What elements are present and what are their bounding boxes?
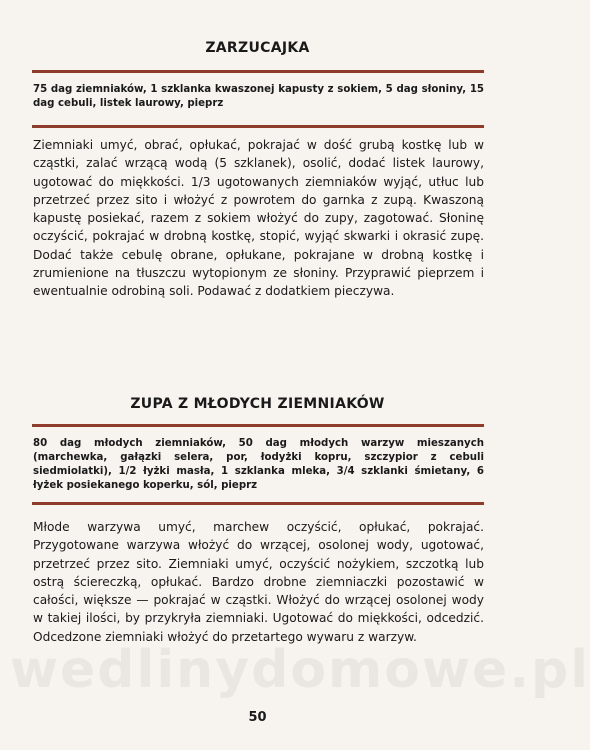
recipe-title-zupa-z-mlodych-ziemniakow: ZUPA Z MŁODYCH ZIEMNIAKÓW <box>130 396 385 412</box>
method-zarzucajka: Ziemniaki umyć, obrać, opłukać, pokrajać w dość grubą kostkę lub w cząstki, zalać wrzącą wodą (5 szklanek), osolić, dodać listek laurowy, ugotować do miękkości. 1/3 ugotowanych ziemniaków wyjąć, utłuc lub przetrzeć przez sito i włożyć z powrotem do garnka z zupą. Kwaszoną kapustę posiekać, razem z sokiem włożyć do zupy, zagotować. Słoninę oczyścić, pokrajać w drobną kostkę, stopić, wyjąć skwarki i okrasić zupę. Dodać także cebulę obrane, opłukane, pokrajane w drobną kostkę i zrumienione na tłuszczu wytopionym ze słoniny. Przyprawić pieprzem i ewentualnie odrobiną soli. Podawać z dodatkiem pieczywa. <box>33 138 484 299</box>
ingredients-zarzucajka: 75 dag ziemniaków, 1 szklanka kwaszonej kapusty z sokiem, 5 dag słoniny, 15 dag cebuli, listek laurowy, pieprz <box>33 84 484 109</box>
recipe-title-zarzucajka: ZARZUCAJKA <box>205 40 310 56</box>
ingredients-top-rule <box>32 70 484 73</box>
ingredients-zupa-z-mlodych-ziemniakow: 80 dag młodych ziemniaków, 50 dag młodych warzyw mieszanych (marchewka, gałązki selera, por, łodyżki kopru, szczypior z cebuli siedmiolatki), 1/2 łyżki masła, 1 szklanka mleka, 3/4 szklanki śmietany, 6 łyżek posiekanego koperku, sól, pieprz <box>33 438 484 491</box>
ingredients-top-rule <box>32 424 484 427</box>
ingredients-bottom-rule <box>32 125 484 128</box>
ingredients-bottom-rule <box>32 502 484 505</box>
page-number: 50 <box>248 710 267 725</box>
watermark: wedlinydomowe.pl <box>10 640 590 700</box>
method-zupa-z-mlodych-ziemniakow: Młode warzywa umyć, marchew oczyścić, opłukać, pokrajać. Przygotowane warzywa włożyć do wrzącej, osolonej wody, ugotować, przetrzeć przez sito. Ziemniaki umyć, oczyścić nożykiem, szczotką lub ostrą ściereczką, opłukać. Bardzo drobne ziemniaczki pozostawić w całości, większe — pokrajać w cząstki. Włożyć do wrzącej osolonej wody w takiej ilości, by przykryła ziemniaki. Ugotować do miękkości, odcedzić. Odcedzone ziemniaki włożyć do przetartego wywaru z warzyw. <box>33 520 484 644</box>
